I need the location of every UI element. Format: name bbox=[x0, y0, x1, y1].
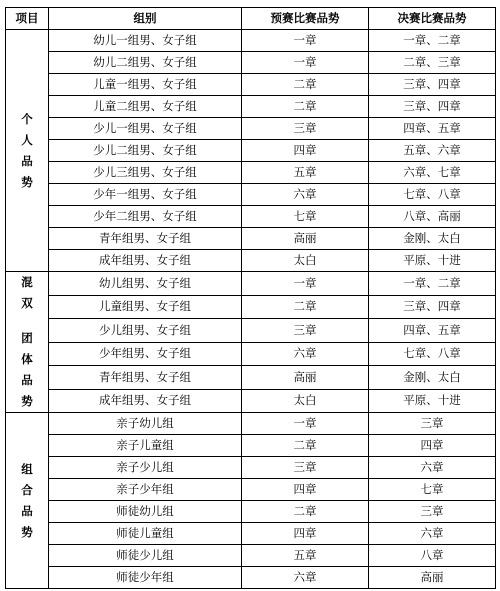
final-cell: 高丽 bbox=[369, 567, 496, 589]
category-char: 势 bbox=[21, 524, 33, 539]
final-cell: 五章、六章 bbox=[369, 140, 496, 162]
table-row bbox=[6, 479, 496, 501]
group-cell: 少年二组男、女子组 bbox=[49, 206, 242, 228]
table-row bbox=[6, 435, 496, 457]
category-cell bbox=[6, 413, 49, 589]
category-char: 人 bbox=[21, 132, 33, 147]
group-cell: 儿童二组男、女子组 bbox=[49, 96, 242, 118]
category-char: 团 bbox=[21, 331, 33, 345]
category-char: 势 bbox=[21, 174, 33, 189]
table-row bbox=[6, 319, 496, 343]
final-cell: 八章、高丽 bbox=[369, 206, 496, 228]
poomsae-schedule-table bbox=[5, 7, 496, 589]
final-cell: 三章、四章 bbox=[369, 74, 496, 96]
category-char: 体 bbox=[21, 352, 33, 366]
table-row bbox=[6, 567, 496, 589]
table-row bbox=[6, 184, 496, 206]
table-row bbox=[6, 342, 496, 366]
category-char: 品 bbox=[21, 153, 33, 168]
table-row bbox=[6, 295, 496, 319]
table-row bbox=[6, 206, 496, 228]
preliminary-cell: 一章 bbox=[242, 52, 369, 74]
preliminary-cell: 六章 bbox=[242, 184, 369, 206]
preliminary-cell: 二章 bbox=[242, 295, 369, 319]
preliminary-cell: 四章 bbox=[242, 479, 369, 501]
final-cell: 三章、四章 bbox=[369, 96, 496, 118]
group-cell: 亲子儿童组 bbox=[49, 435, 242, 457]
preliminary-cell: 一章 bbox=[242, 30, 369, 52]
category-char: 势 bbox=[21, 394, 33, 408]
header-category: 项目 bbox=[6, 8, 49, 30]
preliminary-cell: 四章 bbox=[242, 140, 369, 162]
final-cell: 平原、十进 bbox=[369, 250, 496, 272]
preliminary-cell: 三章 bbox=[242, 118, 369, 140]
preliminary-cell: 三章 bbox=[242, 319, 369, 343]
group-cell: 师徒儿童组 bbox=[49, 523, 242, 545]
final-cell: 一章、二章 bbox=[369, 30, 496, 52]
category-char: 合 bbox=[21, 482, 33, 497]
table-row bbox=[6, 250, 496, 272]
final-cell: 金刚、太白 bbox=[369, 366, 496, 390]
final-cell: 三章、四章 bbox=[369, 295, 496, 319]
table-row bbox=[6, 545, 496, 567]
preliminary-cell: 二章 bbox=[242, 96, 369, 118]
group-cell: 少儿一组男、女子组 bbox=[49, 118, 242, 140]
final-cell: 金刚、太白 bbox=[369, 228, 496, 250]
table-row bbox=[6, 52, 496, 74]
table-row bbox=[6, 389, 496, 413]
preliminary-cell: 四章 bbox=[242, 523, 369, 545]
group-cell: 儿童组男、女子组 bbox=[49, 295, 242, 319]
group-cell: 成年组男、女子组 bbox=[49, 389, 242, 413]
group-cell: 少年组男、女子组 bbox=[49, 342, 242, 366]
preliminary-cell: 高丽 bbox=[242, 228, 369, 250]
group-cell: 亲子幼儿组 bbox=[49, 413, 242, 435]
table-row bbox=[6, 457, 496, 479]
table-row bbox=[6, 118, 496, 140]
group-cell: 少儿三组男、女子组 bbox=[49, 162, 242, 184]
group-cell: 幼儿一组男、女子组 bbox=[49, 30, 242, 52]
preliminary-cell: 二章 bbox=[242, 74, 369, 96]
final-cell: 四章、五章 bbox=[369, 319, 496, 343]
final-cell: 三章 bbox=[369, 501, 496, 523]
category-char: 组 bbox=[21, 461, 33, 476]
group-cell: 少年一组男、女子组 bbox=[49, 184, 242, 206]
category-cell bbox=[6, 30, 49, 272]
table-row bbox=[6, 74, 496, 96]
final-cell: 二章、三章 bbox=[369, 52, 496, 74]
category-char bbox=[6, 314, 48, 328]
final-cell: 六章 bbox=[369, 457, 496, 479]
table-body bbox=[6, 30, 496, 589]
table-row bbox=[6, 366, 496, 390]
preliminary-cell: 一章 bbox=[242, 413, 369, 435]
preliminary-cell: 五章 bbox=[242, 162, 369, 184]
header-row bbox=[6, 8, 496, 30]
table-row bbox=[6, 162, 496, 184]
preliminary-cell: 六章 bbox=[242, 567, 369, 589]
category-char: 品 bbox=[21, 503, 33, 518]
group-cell: 亲子少儿组 bbox=[49, 457, 242, 479]
final-cell: 平原、十进 bbox=[369, 389, 496, 413]
final-cell: 四章 bbox=[369, 435, 496, 457]
preliminary-cell: 七章 bbox=[242, 206, 369, 228]
preliminary-cell: 太白 bbox=[242, 250, 369, 272]
group-cell: 少儿组男、女子组 bbox=[49, 319, 242, 343]
table-row bbox=[6, 228, 496, 250]
header-preliminary: 预赛比赛品势 bbox=[242, 8, 369, 30]
group-cell: 成年组男、女子组 bbox=[49, 250, 242, 272]
preliminary-cell: 三章 bbox=[242, 457, 369, 479]
final-cell: 七章、八章 bbox=[369, 184, 496, 206]
group-cell: 幼儿二组男、女子组 bbox=[49, 52, 242, 74]
final-cell: 六章 bbox=[369, 523, 496, 545]
group-cell: 青年组男、女子组 bbox=[49, 366, 242, 390]
category-char: 品 bbox=[21, 373, 33, 387]
final-cell: 八章 bbox=[369, 545, 496, 567]
final-cell: 七章 bbox=[369, 479, 496, 501]
table-row bbox=[6, 140, 496, 162]
category-char: 个 bbox=[21, 111, 33, 126]
table-row bbox=[6, 501, 496, 523]
preliminary-cell: 六章 bbox=[242, 342, 369, 366]
table-row bbox=[6, 523, 496, 545]
category-cell bbox=[6, 272, 49, 413]
group-cell: 师徒幼儿组 bbox=[49, 501, 242, 523]
table-row bbox=[6, 272, 496, 296]
final-cell: 一章、二章 bbox=[369, 272, 496, 296]
group-cell: 师徒少儿组 bbox=[49, 545, 242, 567]
preliminary-cell: 太白 bbox=[242, 389, 369, 413]
preliminary-cell: 二章 bbox=[242, 501, 369, 523]
group-cell: 师徒少年组 bbox=[49, 567, 242, 589]
group-cell: 青年组男、女子组 bbox=[49, 228, 242, 250]
table-row bbox=[6, 413, 496, 435]
preliminary-cell: 一章 bbox=[242, 272, 369, 296]
preliminary-cell: 五章 bbox=[242, 545, 369, 567]
table-row bbox=[6, 96, 496, 118]
group-cell: 亲子少年组 bbox=[49, 479, 242, 501]
category-char: 混 bbox=[21, 275, 33, 289]
header-group: 组别 bbox=[49, 8, 242, 30]
group-cell: 儿童一组男、女子组 bbox=[49, 74, 242, 96]
table-row bbox=[6, 30, 496, 52]
preliminary-cell: 高丽 bbox=[242, 366, 369, 390]
group-cell: 少儿二组男、女子组 bbox=[49, 140, 242, 162]
final-cell: 四章、五章 bbox=[369, 118, 496, 140]
group-cell: 幼儿组男、女子组 bbox=[49, 272, 242, 296]
preliminary-cell: 二章 bbox=[242, 435, 369, 457]
final-cell: 三章 bbox=[369, 413, 496, 435]
final-cell: 六章、七章 bbox=[369, 162, 496, 184]
final-cell: 七章、八章 bbox=[369, 342, 496, 366]
category-char: 双 bbox=[21, 296, 33, 310]
header-final: 决赛比赛品势 bbox=[369, 8, 496, 30]
